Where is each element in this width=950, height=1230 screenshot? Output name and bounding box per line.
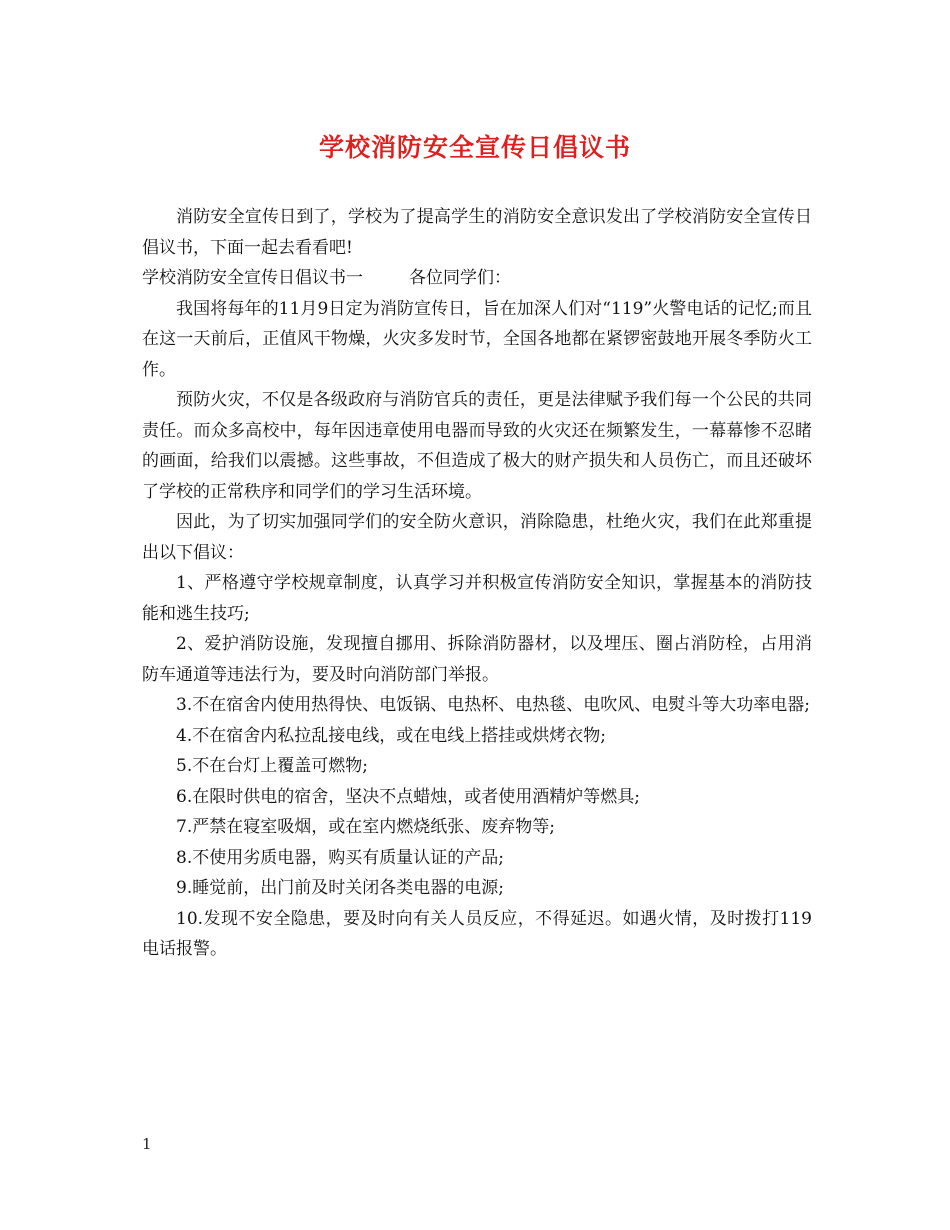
list-item: 9.睡觉前，出门前及时关闭各类电器的电源;: [176, 878, 504, 898]
list-item: 5.不在台灯上覆盖可燃物;: [176, 756, 368, 776]
list-item: 4.不在宿舍内私拉乱接电线，或在电线上搭挂或烘烤衣物;: [176, 725, 606, 746]
list-item: 1、严格遵守学校规章制度，认真学习并积极宣传消防安全知识，掌握基本的消防技能和逃生技巧;: [142, 573, 812, 624]
subheading-line: [142, 263, 812, 294]
document-body: [142, 202, 812, 965]
body-paragraph: 预防火灾，不仅是各级政府与消防官兵的责任，更是法律赋予我们每一个公民的共同责任。而众多高校中，每年因违章使用电器而导致的火灾还在频繁发生，一幕幕惨不忍睹的画面，给我们以震撼。这些事故，不但造成了极大的财产损失和人员伤亡，而且还破坏了学校的正常秩序和同学们的学习生活环境。: [142, 390, 812, 502]
intro-paragraph: 消防安全宣传日到了，学校为了提高学生的消防安全意识发出了学校消防安全宣传日倡议书，下面一起去看看吧!: [142, 207, 812, 258]
list-item: 6.在限时供电的宿舍，坚决不点蜡烛，或者使用酒精炉等燃具;: [176, 786, 640, 807]
greeting: 各位同学们：: [409, 268, 511, 288]
list-item: 7.严禁在寝室吸烟，或在室内燃烧纸张、废弃物等;: [176, 817, 555, 837]
list-item: 8.不使用劣质电器，购买有质量认证的产品;: [176, 847, 504, 868]
subheading: 学校消防安全宣传日倡议书一: [142, 268, 363, 288]
body-paragraph: 我国将每年的11月9日定为消防宣传日，旨在加深人们对“119”火警电话的记忆;而且在这一天前后，正值风干物燥，火灾多发时节，全国各地都在紧锣密鼓地开展冬季防火工作。: [142, 298, 812, 380]
list-item: 2、爱护消防设施，发现擅自挪用、拆除消防器材，以及埋压、圈占消防栓，占用消防车通道等违法行为，要及时向消防部门举报。: [142, 634, 812, 685]
list-item: 10.发现不安全隐患，要及时向有关人员反应，不得延迟。如遇火情，及时拨打119电话报警。: [142, 908, 812, 959]
document-title: 学校消防安全宣传日倡议书: [318, 133, 631, 162]
body-paragraph: 因此，为了切实加强同学们的安全防火意识，消除隐患，杜绝火灾，我们在此郑重提出以下倡议：: [142, 512, 812, 563]
page-number: 1: [142, 1135, 152, 1153]
list-item: 3.不在宿舍内使用热得快、电饭锅、电热杯、电热毯、电吹风、电熨斗等大功率电器;: [176, 695, 810, 715]
